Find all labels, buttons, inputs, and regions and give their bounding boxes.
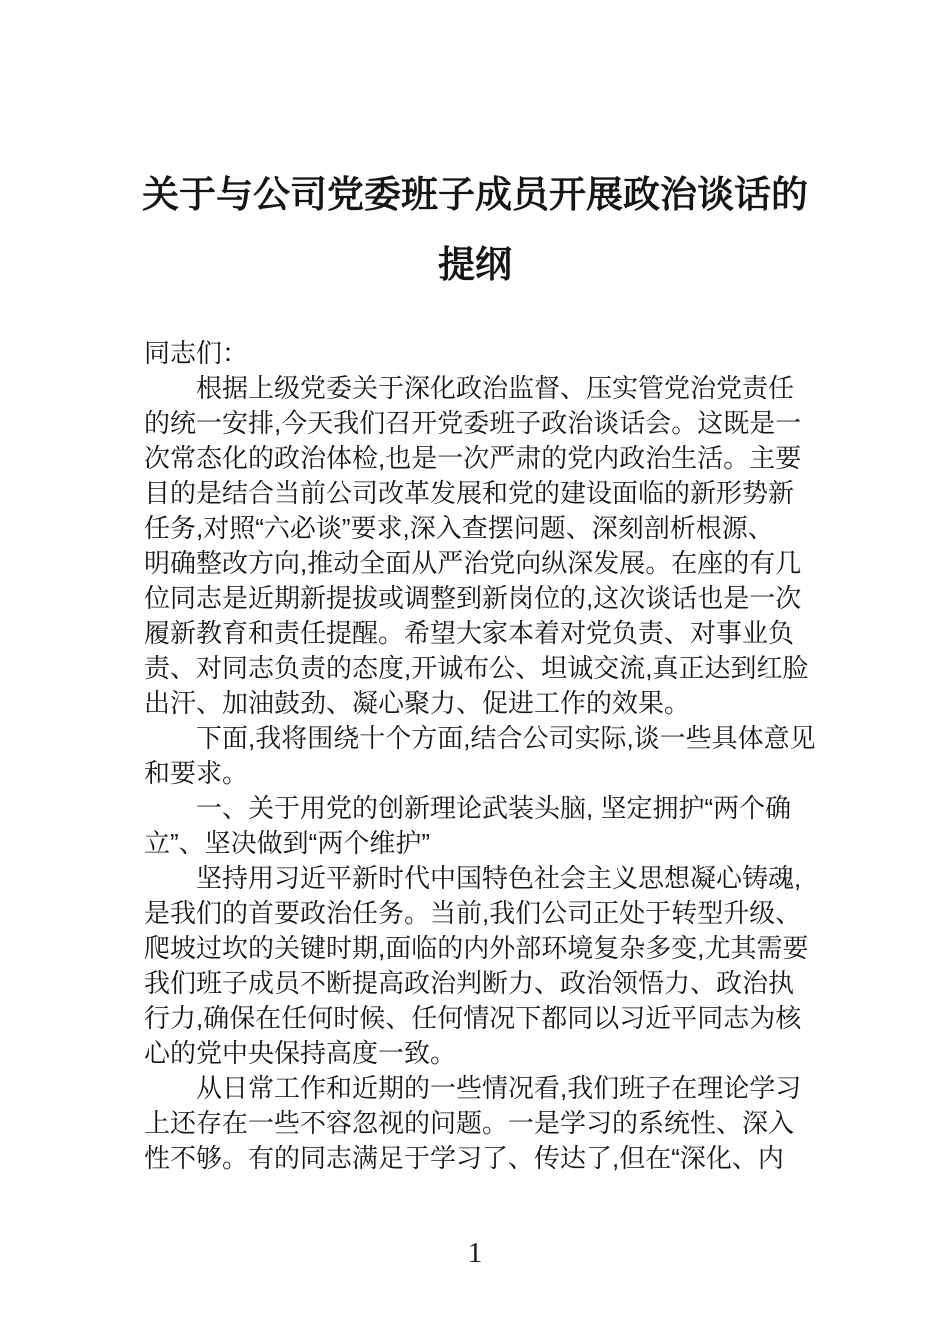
document-title-line-2: 提纲 [438, 244, 512, 285]
body-line: 上还存在一些不容忽视的问题。一是学习的系统性、深入 [144, 1108, 795, 1138]
body-line: 责、对同志负责的态度,开诚布公、坦诚交流,真正达到红脸 [144, 653, 809, 683]
body-line: 根据上级党委关于深化政治监督、压实管党治党责任 [196, 373, 795, 403]
document-title [0, 160, 950, 300]
body-line: 和要求。 [144, 758, 249, 788]
body-line: 从日常工作和近期的一些情况看,我们班子在理论学习 [196, 1073, 802, 1103]
body-line: 目的是结合当前公司改革发展和党的建设面临的新形势新 [144, 478, 795, 508]
body-line: 爬坡过坎的关键时期,面临的内外部环境复杂多变,尤其需要 [144, 933, 809, 963]
body-line: 同志们： [144, 338, 249, 368]
body-line: 次常态化的政治体检,也是一次严肃的党内政治生活。主要 [144, 443, 802, 473]
section-heading-line: 立”、坚决做到“两个维护” [144, 828, 430, 858]
document-title-line-1: 关于与公司党委班子成员开展政治谈话的 [142, 174, 808, 215]
body-line: 坚持用习近平新时代中国特色社会主义思想凝心铸魂, [196, 863, 802, 893]
body-line: 明确整改方向,推动全面从严治党向纵深发展。在座的有几 [144, 548, 802, 578]
body-line: 行力,确保在任何时候、任何情况下都同以习近平同志为核 [144, 1003, 802, 1033]
body-line: 我们班子成员不断提高政治判断力、政治领悟力、政治执 [144, 968, 795, 998]
body-line: 履新教育和责任提醒。希望大家本着对党负责、对事业负 [144, 618, 795, 648]
body-line: 是我们的首要政治任务。当前,我们公司正处于转型升级、 [144, 898, 802, 928]
body-line: 的统一安排,今天我们召开党委班子政治谈话会。这既是一 [144, 408, 802, 438]
body-line: 任务,对照“六必谈”要求,深入查摆问题、深刻剖析根源、 [144, 513, 774, 543]
section-heading-line: 一、关于用党的创新理论武装头脑, 坚定拥护“两个确 [196, 793, 792, 823]
body-line: 位同志是近期新提拔或调整到新岗位的,这次谈话也是一次 [144, 583, 802, 613]
body-line: 性不够。有的同志满足于学习了、传达了,但在“深化、内 [144, 1143, 784, 1173]
page-number: 1 [467, 1237, 483, 1269]
document-body [144, 336, 814, 1176]
body-line: 心的党中央保持高度一致。 [144, 1038, 457, 1068]
body-line: 下面,我将围绕十个方面,结合公司实际,谈一些具体意见 [196, 723, 816, 753]
body-line: 出汗、加油鼓劲、凝心聚力、促进工作的效果。 [144, 688, 691, 718]
